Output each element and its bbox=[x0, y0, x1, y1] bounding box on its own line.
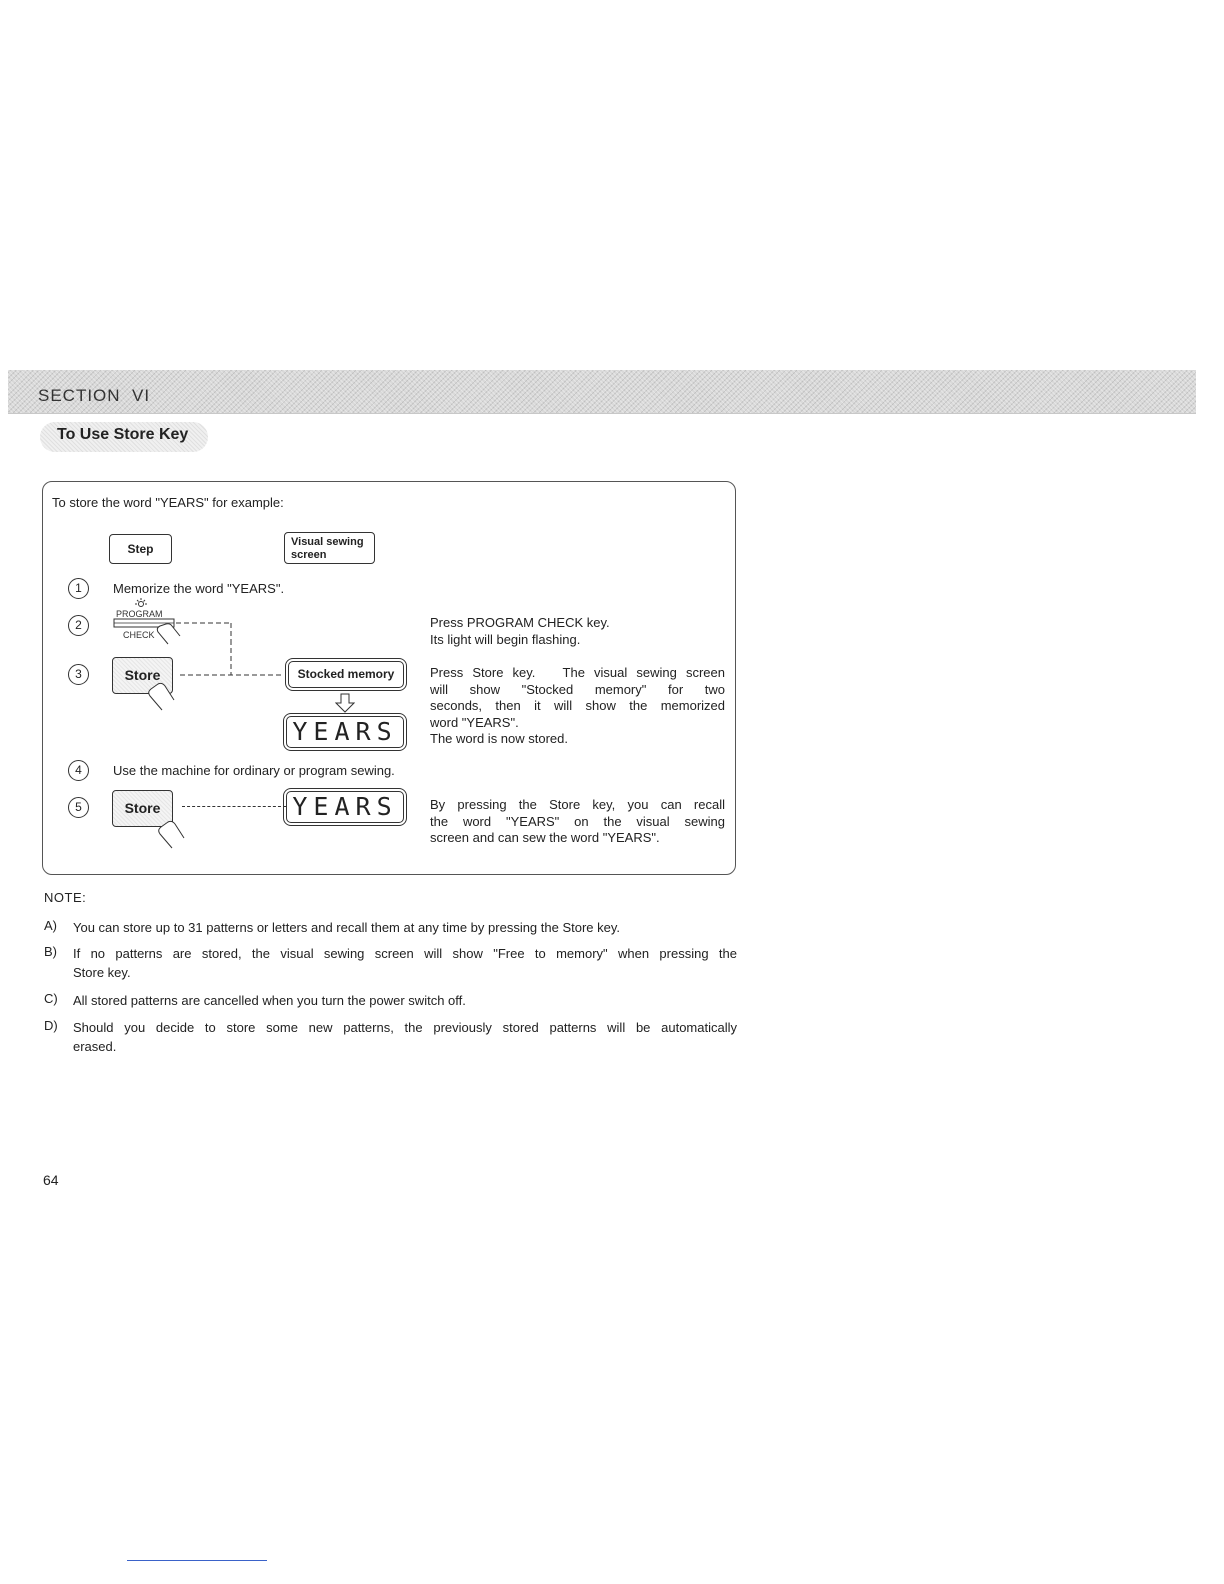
step-3-description bbox=[430, 665, 725, 748]
years-screen-step-5 bbox=[286, 791, 404, 823]
years-screen-step-3 bbox=[286, 716, 404, 748]
note-d-line-2: erased. bbox=[73, 1039, 117, 1054]
stocked-memory-screen bbox=[288, 661, 404, 688]
dashed-connector-step-5 bbox=[182, 806, 286, 807]
step-5-number: 5 bbox=[68, 797, 89, 818]
note-b-line-1: If no patterns are stored, the visual sewing screen will show "Free to memory" when pressing the bbox=[73, 946, 737, 961]
down-arrow-icon bbox=[335, 693, 355, 713]
note-c-text bbox=[73, 991, 737, 1010]
step-3-number: 3 bbox=[68, 664, 89, 685]
footer-rule bbox=[127, 1560, 267, 1561]
visual-key-line2: screen bbox=[291, 549, 327, 561]
step-3-line-1: Press Store key. The visual sewing screen bbox=[430, 665, 725, 680]
step-2-line-1: Press PROGRAM CHECK key. bbox=[430, 615, 610, 630]
years-display-2: YEARS bbox=[292, 792, 398, 821]
note-d-text bbox=[73, 1018, 737, 1056]
section-band bbox=[8, 370, 1196, 414]
step-2-description bbox=[430, 615, 730, 648]
program-key-label: PROGRAM bbox=[116, 609, 163, 619]
finger-press-icon-2 bbox=[150, 808, 190, 850]
dashed-connector-step-3 bbox=[176, 640, 286, 680]
step-2-line-2: Its light will begin flashing. bbox=[430, 631, 581, 647]
check-key-label: CHECK bbox=[123, 630, 155, 640]
note-title: NOTE: bbox=[44, 890, 87, 905]
intro-text: To store the word "YEARS" for example: bbox=[52, 495, 284, 510]
note-b-letter: B) bbox=[44, 944, 57, 959]
section-title: SECTION VI bbox=[38, 386, 151, 405]
step-5-description bbox=[430, 797, 725, 847]
step-5-line-3: screen and can sew the word "YEARS". bbox=[430, 830, 660, 845]
step-3-line-2: will show "Stocked memory" for two bbox=[430, 681, 725, 697]
step-5-line-2: the word "YEARS" on the visual sewing bbox=[430, 813, 725, 829]
step-3-line-4: word "YEARS". bbox=[430, 714, 519, 730]
page-number: 64 bbox=[43, 1172, 59, 1188]
store-key-label-2: Store bbox=[124, 800, 161, 816]
step-key bbox=[109, 534, 172, 564]
note-b-text bbox=[73, 944, 737, 982]
step-key-label: Step bbox=[127, 542, 154, 556]
step-4-text: Use the machine for ordinary or program sewing. bbox=[113, 763, 395, 778]
note-c-letter: C) bbox=[44, 991, 58, 1006]
note-d-letter: D) bbox=[44, 1018, 58, 1033]
store-key-label: Store bbox=[124, 667, 161, 683]
page-subtitle: To Use Store Key bbox=[57, 426, 189, 443]
note-a-line-1: You can store up to 31 patterns or letters and recall them at any time by pressing the Store key. bbox=[73, 920, 621, 935]
note-d-line-1: Should you decide to store some new patterns, the previously stored patterns will be automatically bbox=[73, 1020, 737, 1035]
step-3-line-3: seconds, then it will show the memorized bbox=[430, 698, 725, 713]
years-display: YEARS bbox=[292, 717, 398, 746]
note-c-line-1: All stored patterns are cancelled when you turn the power switch off. bbox=[73, 993, 466, 1008]
visual-key-line1: Visual sewing bbox=[291, 536, 364, 548]
visual-sewing-screen-key bbox=[284, 532, 375, 564]
step-1-text: Memorize the word "YEARS". bbox=[113, 581, 285, 596]
note-a-letter: A) bbox=[44, 918, 57, 933]
step-5-line-1: By pressing the Store key, you can recall bbox=[430, 797, 725, 812]
step-4-number: 4 bbox=[68, 760, 89, 781]
step-1-number: 1 bbox=[68, 578, 89, 599]
note-b-line-2: Store key. bbox=[73, 965, 131, 980]
step-3-line-5: The word is now stored. bbox=[430, 731, 569, 746]
step-2-number: 2 bbox=[68, 615, 89, 636]
note-a-text bbox=[73, 918, 737, 937]
stocked-memory-label: Stocked memory bbox=[297, 667, 395, 681]
finger-press-icon bbox=[140, 670, 180, 712]
